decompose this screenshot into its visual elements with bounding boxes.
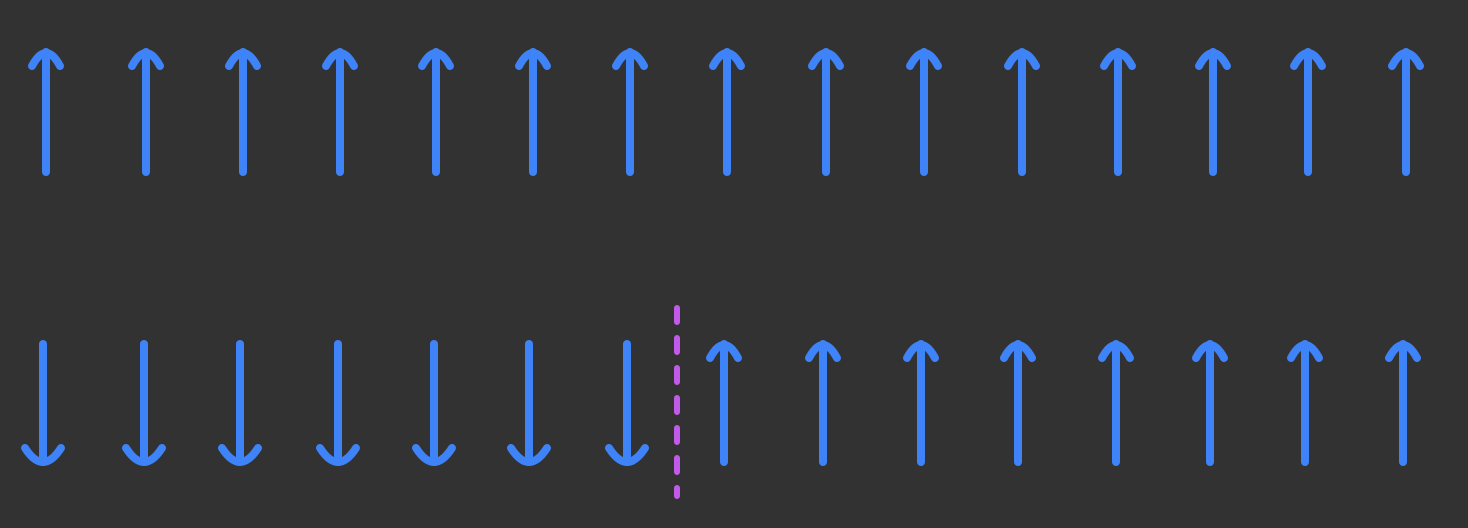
spin-up-arrow-icon	[1102, 344, 1130, 462]
spin-down-arrow-icon	[609, 344, 645, 462]
spin-down-arrow-icon	[126, 344, 162, 462]
top-spin-row	[32, 52, 1420, 172]
spin-up-arrow-icon	[1389, 344, 1417, 462]
spin-up-arrow-icon	[809, 344, 837, 462]
spin-down-arrow-icon	[416, 344, 452, 462]
spin-up-arrow-icon	[1196, 344, 1224, 462]
bottom-spin-row	[25, 344, 1417, 462]
spin-up-arrow-icon	[1004, 344, 1032, 462]
spin-up-arrow-icon	[910, 52, 938, 172]
spin-up-arrow-icon	[713, 52, 741, 172]
spin-up-arrow-icon	[326, 52, 354, 172]
spin-up-arrow-icon	[32, 52, 60, 172]
spin-up-arrow-icon	[1392, 52, 1420, 172]
spin-down-arrow-icon	[222, 344, 258, 462]
spin-up-arrow-icon	[1008, 52, 1036, 172]
spin-up-arrow-icon	[1291, 344, 1319, 462]
spin-up-arrow-icon	[907, 344, 935, 462]
spin-up-arrow-icon	[519, 52, 547, 172]
spin-up-arrow-icon	[1294, 52, 1322, 172]
spin-down-arrow-icon	[511, 344, 547, 462]
spin-down-arrow-icon	[320, 344, 356, 462]
spin-up-arrow-icon	[616, 52, 644, 172]
spin-up-arrow-icon	[229, 52, 257, 172]
spin-up-arrow-icon	[132, 52, 160, 172]
spin-up-arrow-icon	[422, 52, 450, 172]
spin-up-arrow-icon	[812, 52, 840, 172]
spin-up-arrow-icon	[1199, 52, 1227, 172]
spin-up-arrow-icon	[710, 344, 738, 462]
spin-up-arrow-icon	[1104, 52, 1132, 172]
spin-down-arrow-icon	[25, 344, 61, 462]
